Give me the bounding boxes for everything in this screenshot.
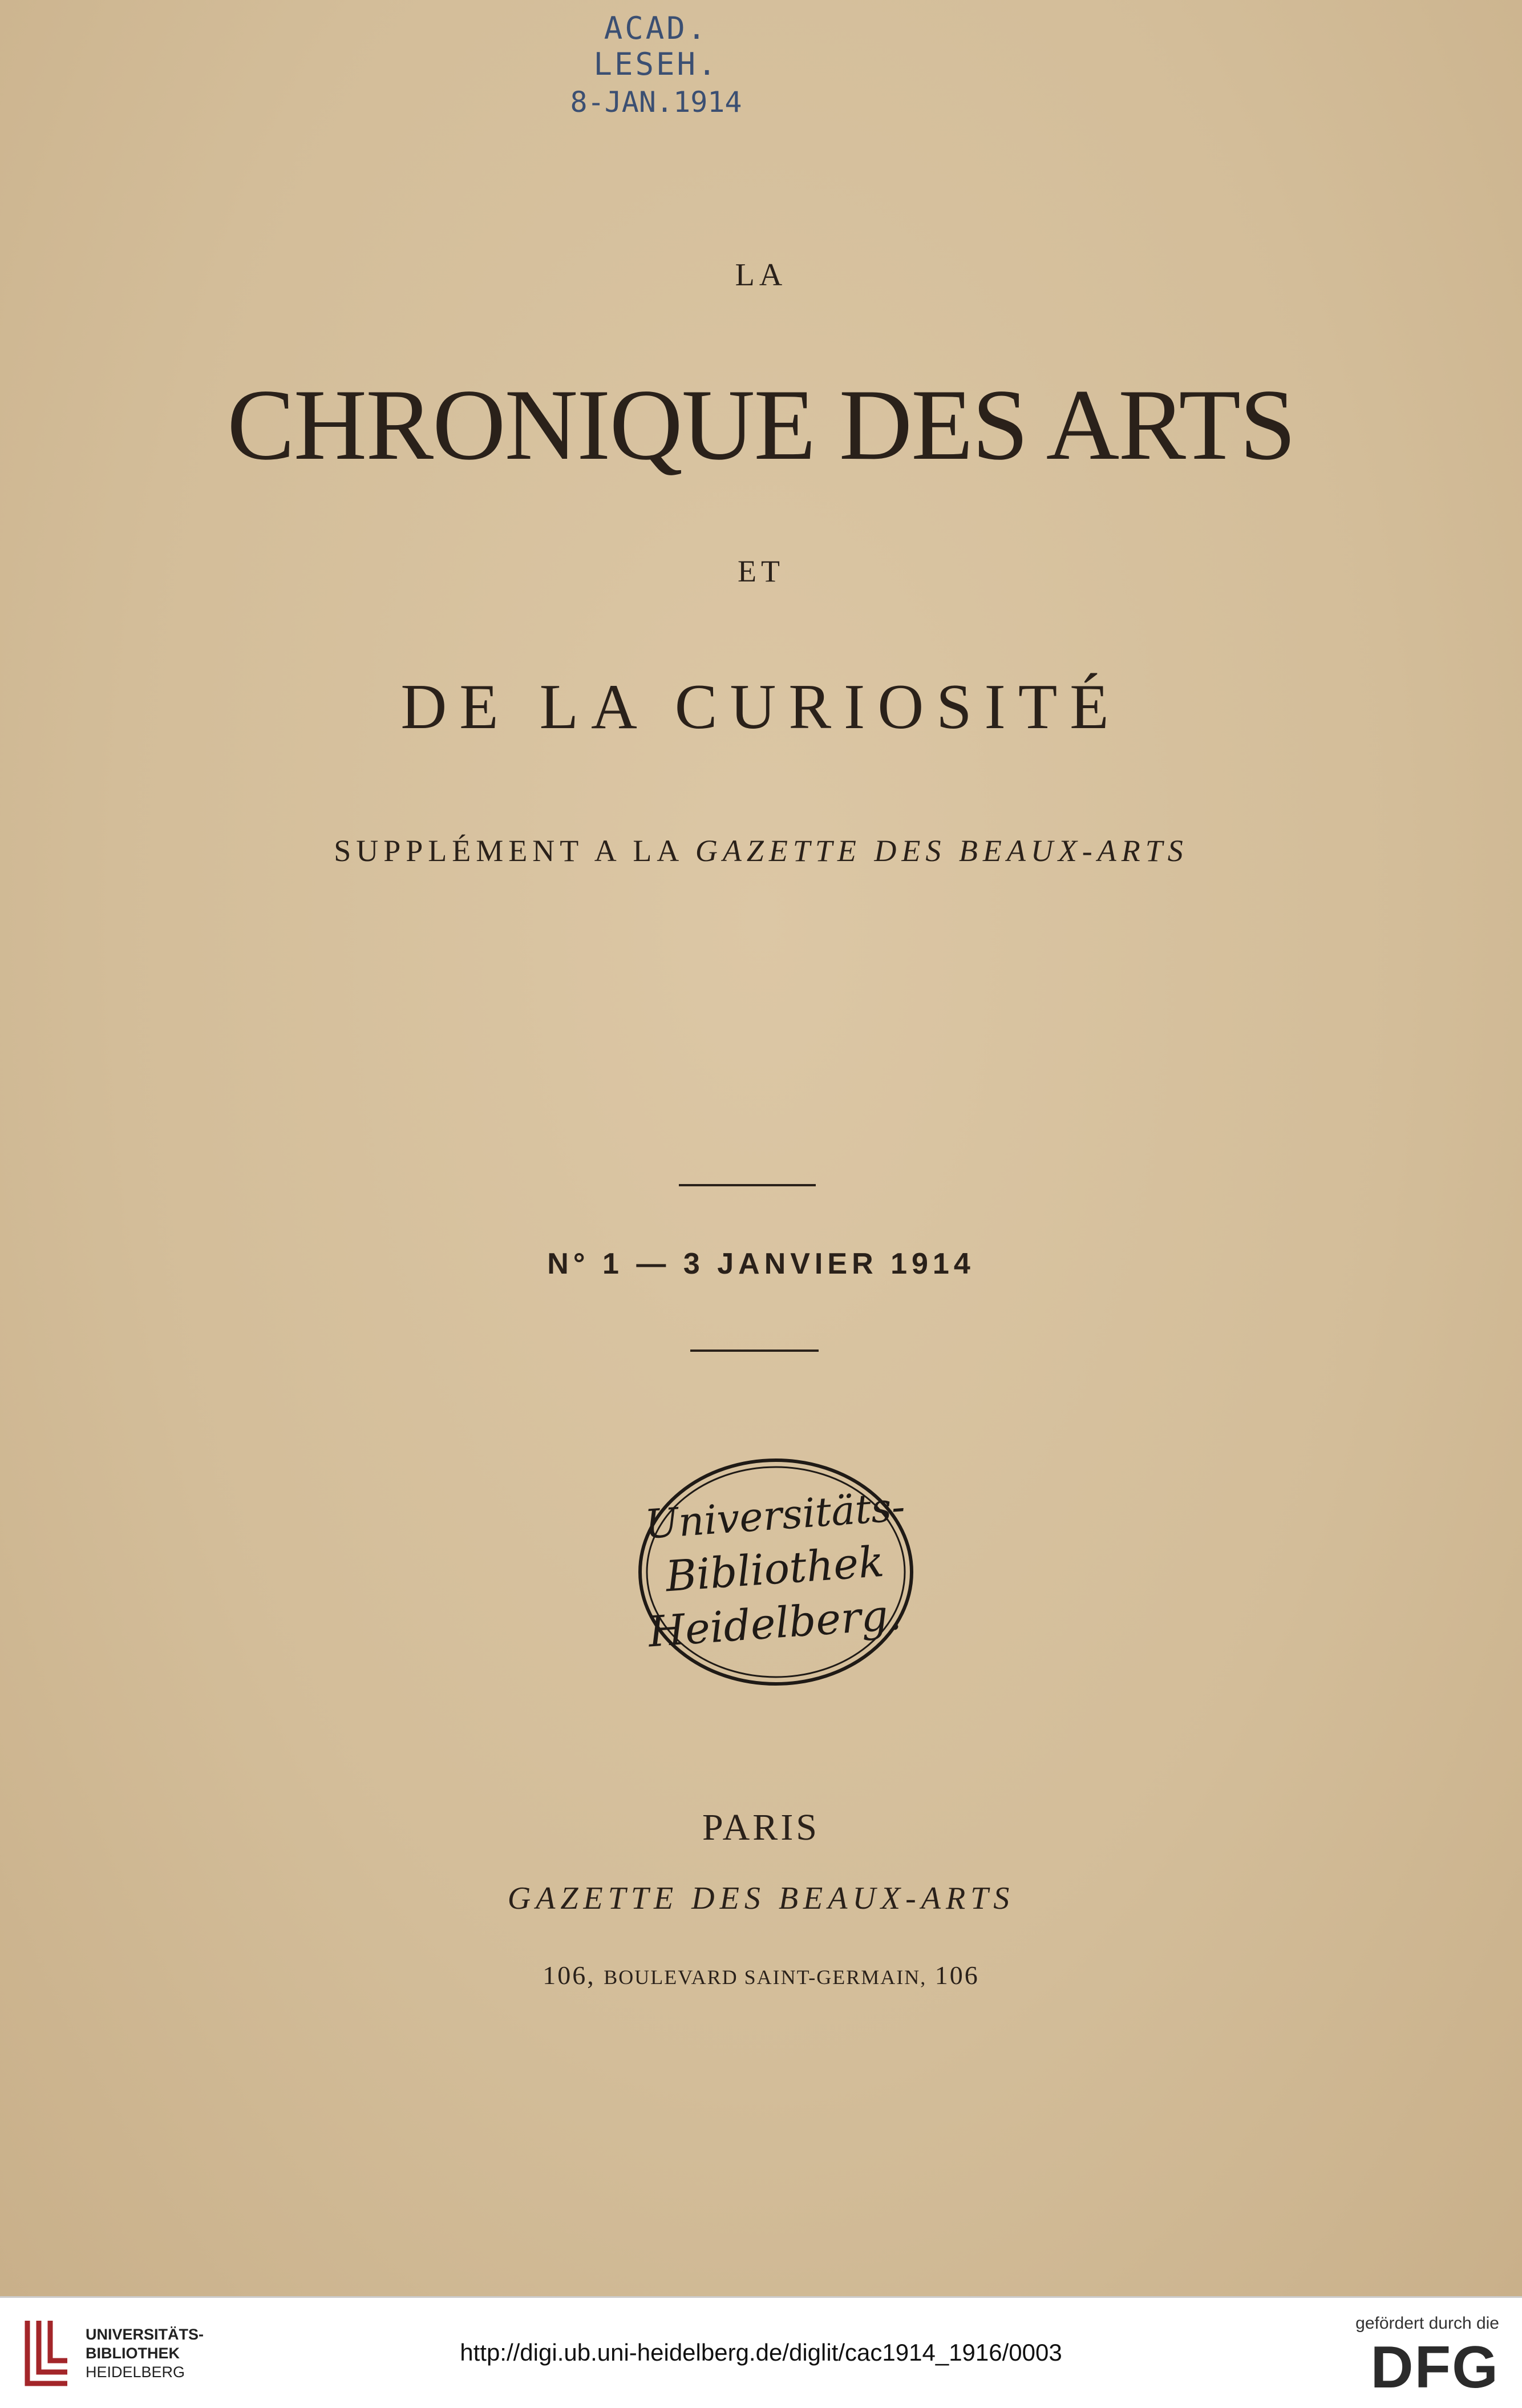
permalink-url[interactable]: http://digi.ub.uni-heidelberg.de/diglit/cac1914_1916/0003	[460, 2339, 1062, 2366]
title-main: CHRONIQUE DES ARTS	[227, 368, 1295, 481]
dfg-logo[interactable]: DFG	[1370, 2334, 1499, 2401]
address-number-right: 106	[934, 1961, 979, 1990]
divider-rule-bottom	[690, 1350, 819, 1352]
issue-number: N° 1 — 3 JANVIER 1914	[547, 1247, 975, 1280]
address-street: BOULEVARD SAINT-GERMAIN,	[604, 1966, 927, 1989]
svg-text:Universitäts-: Universitäts-	[643, 1483, 907, 1548]
imprint-city: PARIS	[702, 1807, 820, 1848]
address-number-left: 106,	[543, 1961, 596, 1990]
imprint-publisher: GAZETTE DES BEAUX-ARTS	[507, 1881, 1015, 1916]
stamp-line-1: ACAD. LESEH.	[593, 10, 719, 82]
svg-text:Bibliothek: Bibliothek	[664, 1537, 886, 1602]
logo-line-2: BIBLIOTHEK	[86, 2345, 180, 2362]
library-receipt-stamp	[565, 10, 747, 119]
supplement-gazette: GAZETTE DES BEAUX-ARTS	[695, 834, 1188, 868]
title-curiosite: DE LA CURIOSITÉ	[400, 672, 1122, 742]
svg-text:Heidelberg.: Heidelberg.	[646, 1590, 903, 1657]
divider-rule-top	[679, 1184, 816, 1186]
university-library-seal	[633, 1452, 918, 1692]
imprint-address	[0, 1960, 1522, 1990]
logo-line-1: UNIVERSITÄTS-	[86, 2326, 204, 2343]
title-la: LA	[735, 257, 787, 293]
supplement-prefix: SUPPLÉMENT A LA	[334, 834, 683, 868]
supplement-line	[0, 833, 1522, 868]
title-et: ET	[738, 554, 784, 588]
footer-bar	[0, 2296, 1522, 2408]
stamp-line-2: 8-JAN.1914	[570, 86, 742, 119]
funding-caption: gefördert durch die	[1355, 2314, 1499, 2333]
logo-line-3: HEIDELBERG	[86, 2363, 185, 2381]
